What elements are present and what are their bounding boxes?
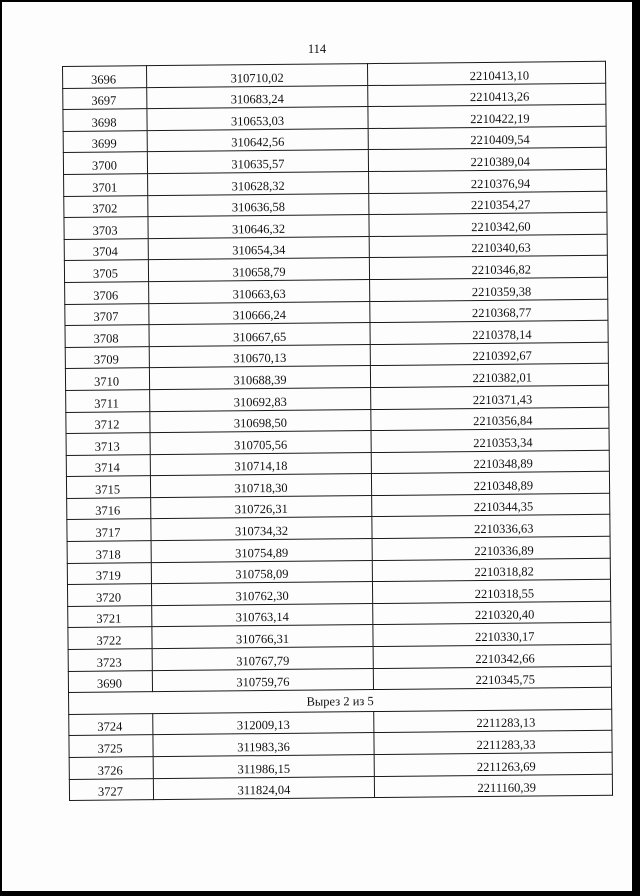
x-coordinate-cell: 310658,79 [148, 258, 369, 282]
point-number-cell: 3724 [69, 713, 153, 735]
x-coordinate-cell: 310762,30 [151, 582, 372, 606]
point-number-cell: 3702 [64, 195, 148, 217]
point-number-cell: 3720 [67, 584, 151, 606]
y-coordinate-cell: 2210336,63 [372, 515, 610, 539]
table-row [69, 774, 612, 801]
y-coordinate-cell: 2210342,60 [369, 212, 607, 236]
point-number-cell: 3708 [65, 325, 149, 347]
point-number-cell: 3721 [68, 606, 152, 628]
x-coordinate-cell: 310688,39 [149, 366, 370, 390]
y-coordinate-cell: 2211263,69 [374, 752, 612, 776]
x-coordinate-cell: 310692,83 [150, 387, 371, 411]
point-number-cell: 3725 [69, 735, 153, 757]
y-coordinate-cell: 2210318,55 [372, 580, 610, 604]
point-number-cell: 3727 [69, 778, 153, 800]
x-coordinate-cell: 310635,57 [147, 150, 368, 174]
page-number: 114 [307, 42, 327, 56]
point-number-cell: 3705 [64, 260, 148, 282]
y-coordinate-cell: 2210422,19 [368, 104, 606, 128]
y-coordinate-cell: 2210392,67 [370, 342, 608, 366]
x-coordinate-cell: 310718,30 [150, 474, 371, 498]
y-coordinate-cell: 2210413,10 [367, 61, 605, 85]
point-number-cell: 3696 [63, 66, 147, 88]
y-coordinate-cell: 2210389,04 [368, 148, 606, 172]
y-coordinate-cell: 2210346,82 [369, 256, 607, 280]
y-coordinate-cell: 2210368,77 [370, 299, 608, 323]
point-number-cell: 3701 [64, 174, 148, 196]
x-coordinate-cell: 310734,32 [151, 517, 372, 541]
y-coordinate-cell: 2210330,17 [373, 623, 611, 647]
x-coordinate-cell: 310670,13 [149, 344, 370, 368]
x-coordinate-cell: 312009,13 [153, 711, 374, 735]
x-coordinate-cell: 310714,18 [150, 452, 371, 476]
x-coordinate-cell: 311824,04 [153, 776, 374, 800]
x-coordinate-cell: 310666,24 [149, 301, 370, 325]
point-number-cell: 3709 [65, 346, 149, 368]
point-number-cell: 3726 [69, 757, 153, 779]
x-coordinate-cell: 311986,15 [153, 755, 374, 779]
point-number-cell: 3698 [63, 109, 147, 131]
y-coordinate-cell: 2210356,84 [371, 407, 609, 431]
point-number-cell: 3712 [66, 411, 150, 433]
point-number-cell: 3723 [68, 649, 152, 671]
point-number-cell: 3717 [67, 519, 151, 541]
y-coordinate-cell: 2210348,89 [371, 450, 609, 474]
y-coordinate-cell: 2210376,94 [369, 169, 607, 193]
y-coordinate-cell: 2210344,35 [372, 493, 610, 517]
x-coordinate-cell: 310766,31 [152, 625, 373, 649]
table-body-part-2 [69, 709, 613, 801]
point-number-cell: 3722 [68, 627, 152, 649]
x-coordinate-cell: 310767,79 [152, 647, 373, 671]
x-coordinate-cell: 310683,24 [147, 85, 368, 109]
x-coordinate-cell: 311983,36 [153, 733, 374, 757]
y-coordinate-cell: 2210340,63 [369, 234, 607, 258]
point-number-cell: 3707 [65, 303, 149, 325]
point-number-cell: 3703 [64, 217, 148, 239]
x-coordinate-cell: 310726,31 [151, 495, 372, 519]
point-number-cell: 3697 [63, 87, 147, 109]
y-coordinate-cell: 2210342,66 [373, 644, 611, 668]
x-coordinate-cell: 310636,58 [148, 193, 369, 217]
y-coordinate-cell: 2210382,01 [370, 364, 608, 388]
x-coordinate-cell: 310759,76 [152, 668, 373, 692]
point-number-cell: 3710 [65, 368, 149, 390]
x-coordinate-cell: 310754,89 [151, 539, 372, 563]
point-number-cell: 3700 [63, 152, 147, 174]
x-coordinate-cell: 310763,14 [152, 603, 373, 627]
x-coordinate-cell: 310698,50 [150, 409, 371, 433]
point-number-cell: 3716 [67, 498, 151, 520]
x-coordinate-cell: 310628,32 [148, 172, 369, 196]
y-coordinate-cell: 2210413,26 [368, 83, 606, 107]
point-number-cell: 3699 [63, 130, 147, 152]
y-coordinate-cell: 2210354,27 [369, 191, 607, 215]
point-number-cell: 3704 [64, 238, 148, 260]
x-coordinate-cell: 310642,56 [147, 128, 368, 152]
point-number-cell: 3711 [66, 390, 150, 412]
x-coordinate-cell: 310663,63 [149, 279, 370, 303]
x-coordinate-cell: 310646,32 [148, 215, 369, 239]
point-number-cell: 3715 [66, 476, 150, 498]
point-number-cell: 3690 [68, 670, 152, 692]
coordinates-table [62, 61, 613, 801]
point-number-cell: 3713 [66, 433, 150, 455]
y-coordinate-cell: 2211160,39 [374, 774, 612, 798]
y-coordinate-cell: 2210378,14 [370, 320, 608, 344]
y-coordinate-cell: 2210336,89 [372, 536, 610, 560]
point-number-cell: 3719 [67, 562, 151, 584]
y-coordinate-cell: 2210353,34 [371, 428, 609, 452]
x-coordinate-cell: 310667,65 [149, 323, 370, 347]
y-coordinate-cell: 2210371,43 [371, 385, 609, 409]
y-coordinate-cell: 2210320,40 [373, 601, 611, 625]
point-number-cell: 3714 [66, 454, 150, 476]
y-coordinate-cell: 2211283,13 [374, 709, 612, 733]
x-coordinate-cell: 310654,34 [148, 236, 369, 260]
document-page [2, 2, 632, 891]
y-coordinate-cell: 2210348,89 [371, 472, 609, 496]
y-coordinate-cell: 2210318,82 [372, 558, 610, 582]
y-coordinate-cell: 2210345,75 [373, 666, 611, 690]
x-coordinate-cell: 310705,56 [150, 431, 371, 455]
section-title: Вырез 2 из 5 [69, 687, 612, 714]
x-coordinate-cell: 310653,03 [147, 107, 368, 131]
x-coordinate-cell: 310710,02 [147, 64, 368, 88]
y-coordinate-cell: 2210409,54 [368, 126, 606, 150]
table-body-part-1 [63, 61, 612, 692]
y-coordinate-cell: 2210359,38 [370, 277, 608, 301]
point-number-cell: 3718 [67, 541, 151, 563]
point-number-cell: 3706 [65, 282, 149, 304]
y-coordinate-cell: 2211283,33 [374, 731, 612, 755]
x-coordinate-cell: 310758,09 [151, 560, 372, 584]
